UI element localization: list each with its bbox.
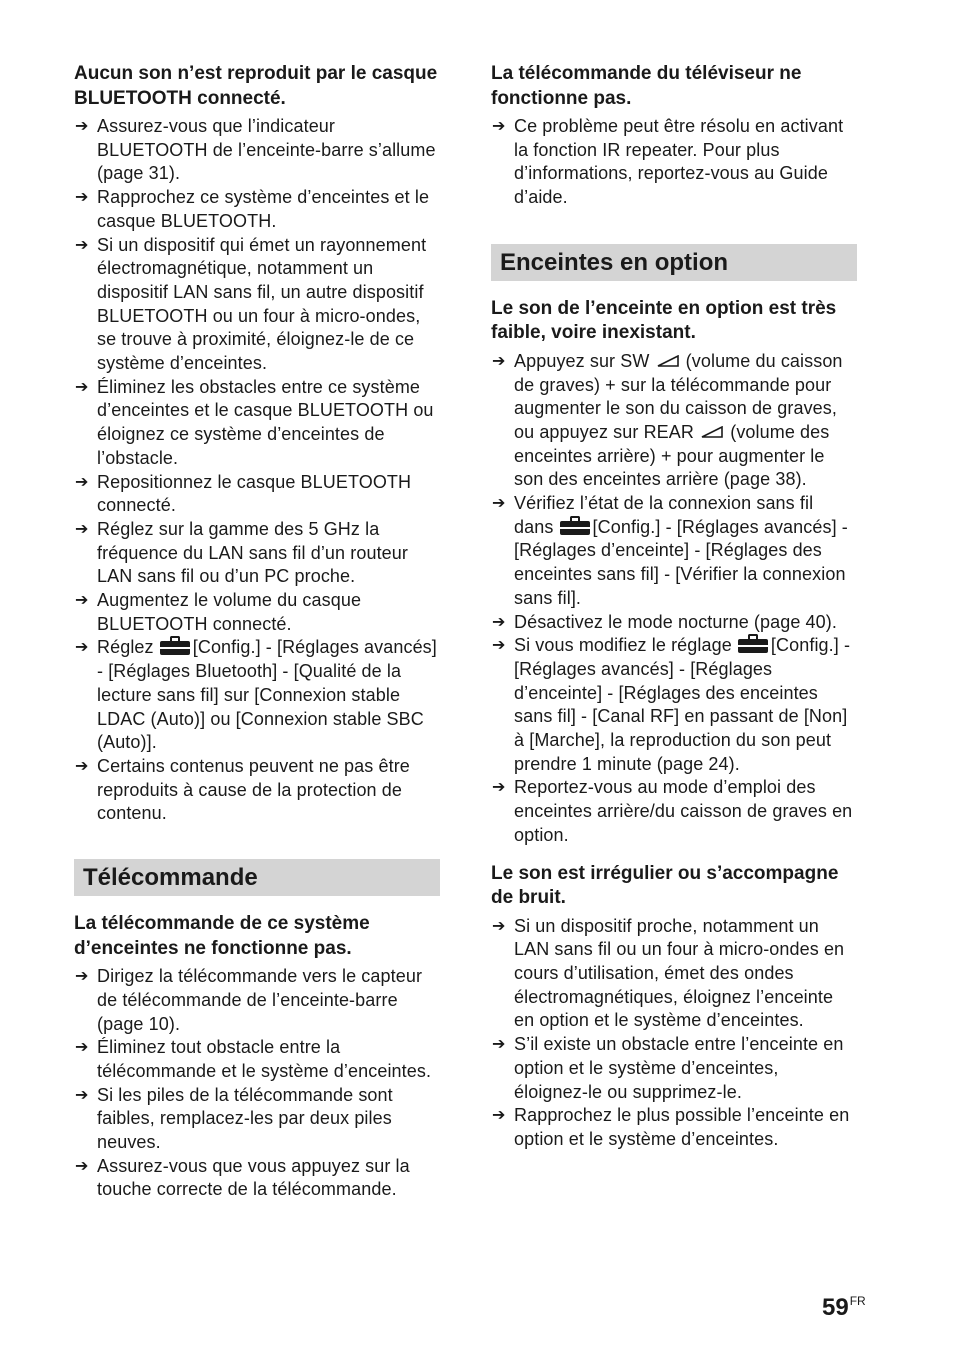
section-heading: La télécommande du téléviseur ne fonctionne pas. bbox=[491, 63, 802, 109]
item-text: Si les piles de la télécommande sont faibles, remplacez-les par deux piles neuves. bbox=[97, 1084, 393, 1153]
item-text: Désactivez le mode nocturne (page 40). bbox=[514, 611, 837, 632]
arrow-right-icon: ➔ bbox=[75, 592, 89, 610]
item-text: Si vous modifiez le réglage bbox=[514, 635, 732, 656]
arrow-right-icon: ➔ bbox=[75, 236, 89, 254]
item-text: Assurez-vous que l’indicateur BLUETOOTH de l’enceinte-barre s’allume (page 31). bbox=[97, 116, 436, 184]
list-item bbox=[74, 1155, 440, 1202]
section-heading: Aucun son n’est reproduit par le casque BLUETOOTH connecté. bbox=[74, 63, 438, 109]
item-text: Assurez-vous que vous appuyez sur la touche correcte de la télécommande. bbox=[97, 1155, 410, 1200]
item-text: Si un dispositif proche, notamment un LAN sans fil ou un four à micro-ondes en cours d’utilisation, émet des ondes électromagnétiques, éloignez l’enceinte en option et le système d’enceintes. bbox=[514, 915, 845, 1031]
arrow-right-icon: ➔ bbox=[492, 779, 506, 797]
list-item bbox=[74, 636, 440, 755]
left-column bbox=[74, 62, 440, 1202]
item-text: Certains contenus peuvent ne pas être reproduits à cause de la protection de contenu. bbox=[97, 755, 410, 824]
arrow-right-icon: ➔ bbox=[75, 473, 89, 491]
section-heading: Le son est irrégulier ou s’accompagne de bruit. bbox=[491, 862, 839, 909]
item-text: Réglez sur la gamme des 5 GHz la fréquence du LAN sans fil d’un routeur LAN sans fil ou d’un PC proche. bbox=[97, 518, 408, 587]
page-number-value: 59 bbox=[822, 1294, 849, 1321]
arrow-right-icon: ➔ bbox=[492, 917, 506, 935]
arrow-right-icon: ➔ bbox=[75, 189, 89, 207]
arrow-right-icon: ➔ bbox=[75, 520, 89, 538]
arrow-right-icon: ➔ bbox=[75, 118, 89, 135]
item-text: Dirigez la télécommande vers le capteur de télécommande de l’enceinte-barre (page 10). bbox=[97, 966, 423, 1034]
section-banner: Télécommande bbox=[74, 859, 440, 896]
toolbox-icon bbox=[160, 636, 190, 655]
bullet-list bbox=[74, 115, 440, 826]
list-item bbox=[491, 115, 857, 210]
item-text: Rapprochez le plus possible l’enceinte en option et le système d’enceintes. bbox=[514, 1105, 850, 1149]
list-item bbox=[491, 634, 857, 776]
list-item bbox=[491, 611, 857, 635]
item-text: Augmentez le volume du casque BLUETOOTH connecté. bbox=[97, 590, 362, 634]
toolbox-icon bbox=[738, 634, 768, 653]
arrow-right-icon: ➔ bbox=[75, 639, 89, 657]
section-banner: Enceintes en option bbox=[491, 244, 857, 281]
item-text: Rapprochez ce système d’enceintes et le casque BLUETOOTH. bbox=[97, 187, 430, 231]
item-text: Si un dispositif qui émet un rayonnement électromagnétique, notamment un dispositif LAN sans fil, un autre dispositif BLUETOOTH ou un four à micro-ondes, se trouve à proximité, éloignez-le de ce système d’enceintes. bbox=[97, 234, 427, 374]
arrow-right-icon: ➔ bbox=[492, 1036, 506, 1054]
item-text: [Config.] - [Réglages avancés] - [Réglages Bluetooth] - [Qualité de la lecture sans fil] sur [Connexion stable LDAC (Auto)] ou [Connexion stable SBC (Auto)]. bbox=[97, 637, 437, 753]
list-item bbox=[491, 350, 857, 492]
bullet-list bbox=[491, 915, 857, 1152]
arrow-right-icon: ➔ bbox=[492, 637, 506, 655]
item-text: Appuyez sur SW bbox=[514, 350, 650, 371]
list-item bbox=[74, 1084, 440, 1155]
item-text: Reportez-vous au mode d’emploi des enceintes arrière/du caisson de graves en option. bbox=[514, 777, 853, 845]
list-item bbox=[74, 234, 440, 376]
volume-wedge-icon bbox=[657, 355, 679, 367]
list-item bbox=[74, 186, 440, 233]
section-heading: Le son de l’enceinte en option est très faible, voire inexistant. bbox=[491, 297, 837, 344]
bullet-list bbox=[491, 115, 857, 210]
item-text: Vérifiez l’état de la connexion sans fil dans bbox=[514, 493, 814, 537]
arrow-right-icon: ➔ bbox=[492, 495, 506, 513]
list-item bbox=[491, 492, 857, 611]
arrow-right-icon: ➔ bbox=[492, 613, 506, 631]
list-item bbox=[74, 376, 440, 471]
bullet-list bbox=[74, 965, 440, 1202]
item-text: Éliminez les obstacles entre ce système d’enceintes et le casque BLUETOOTH ou éloignez ce système d’enceintes de l’obstacle. bbox=[97, 376, 434, 468]
list-item bbox=[74, 589, 440, 636]
section-heading: La télécommande de ce système d’enceintes ne fonctionne pas. bbox=[74, 913, 370, 959]
item-text: Repositionnez le casque BLUETOOTH connecté. bbox=[97, 471, 412, 516]
volume-wedge-icon bbox=[701, 426, 723, 438]
item-text: Réglez bbox=[97, 637, 154, 658]
arrow-right-icon: ➔ bbox=[75, 1157, 89, 1175]
page-number bbox=[822, 1294, 866, 1322]
right-column bbox=[491, 62, 857, 1152]
list-item bbox=[491, 1104, 857, 1151]
item-text: Ce problème peut être résolu en activant la fonction IR repeater. Pour plus d’informations, reportez-vous au Guide d’aide. bbox=[514, 116, 844, 208]
item-text: (volume du caisson de graves) + sur la télécommande pour augmenter le son du caisson de graves, ou appuyez sur REAR bbox=[514, 350, 843, 442]
item-text: [Config.] - [Réglages avancés] - [Réglages d’enceinte] - [Réglages des enceintes sans fil] - [Vérifier la connexion sans fil]. bbox=[514, 516, 848, 608]
bullet-list bbox=[491, 350, 857, 848]
list-item bbox=[491, 1033, 857, 1104]
arrow-right-icon: ➔ bbox=[75, 757, 89, 775]
arrow-right-icon: ➔ bbox=[75, 378, 89, 396]
list-item bbox=[74, 518, 440, 589]
page-lang-code: FR bbox=[849, 1294, 866, 1308]
item-text: (volume des enceintes arrière) + pour augmenter le son des enceintes arrière (page 38). bbox=[514, 421, 830, 490]
item-text: [Config.] - [Réglages avancés] - [Réglages d’enceinte] - [Réglages des enceintes sans fil] - [Canal RF] en passant de [Non] à [Marche], la reproduction du son peut prendre 1 minute (page 24). bbox=[514, 635, 851, 774]
list-item bbox=[74, 1036, 440, 1083]
item-text: Éliminez tout obstacle entre la télécommande et le système d’enceintes. bbox=[97, 1037, 432, 1081]
arrow-right-icon: ➔ bbox=[75, 1086, 89, 1104]
list-item bbox=[74, 755, 440, 826]
item-text: S’il existe un obstacle entre l’enceinte en option et le système d’enceintes, éloignez-le ou supprimez-le. bbox=[514, 1034, 844, 1102]
list-item bbox=[491, 915, 857, 1034]
list-item bbox=[74, 965, 440, 1036]
arrow-right-icon: ➔ bbox=[492, 352, 506, 370]
toolbox-icon bbox=[560, 516, 590, 535]
list-item bbox=[74, 115, 440, 186]
arrow-right-icon: ➔ bbox=[492, 1107, 506, 1125]
list-item bbox=[74, 471, 440, 518]
arrow-right-icon: ➔ bbox=[75, 968, 89, 986]
arrow-right-icon: ➔ bbox=[75, 1039, 89, 1057]
list-item bbox=[491, 776, 857, 847]
arrow-right-icon: ➔ bbox=[492, 118, 506, 135]
